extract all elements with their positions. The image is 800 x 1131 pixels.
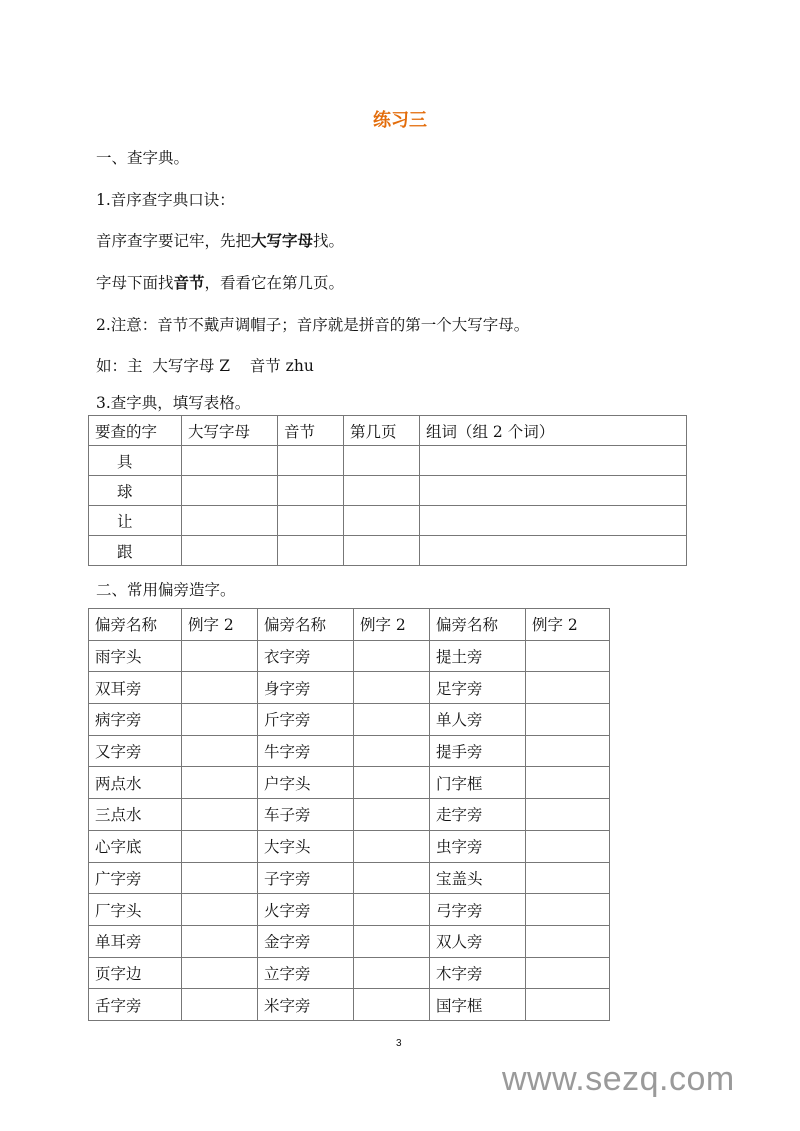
table-row [89, 735, 610, 767]
answer-cell[interactable] [278, 506, 344, 536]
radical-name: 斤字旁 [258, 704, 354, 736]
answer-cell[interactable] [182, 476, 278, 506]
rhyme2-pre: 字母下面找 [96, 274, 174, 292]
example-char-cell[interactable] [526, 704, 610, 736]
answer-cell[interactable] [278, 536, 344, 566]
radical-name: 厂字头 [89, 894, 182, 926]
example-char-cell[interactable] [354, 799, 430, 831]
example-char-cell[interactable] [354, 894, 430, 926]
example-char-cell[interactable] [182, 925, 258, 957]
example-char-cell[interactable] [182, 989, 258, 1021]
section1-heading: 一、查字典。 [96, 149, 190, 167]
header-cell: 第几页 [344, 416, 420, 446]
radical-table [88, 608, 610, 1021]
item3-text: 3.查字典，填写表格。 [96, 394, 251, 412]
example-char-cell[interactable] [182, 799, 258, 831]
example-char-cell[interactable] [354, 957, 430, 989]
header-cell: 偏旁名称 [430, 609, 526, 641]
answer-cell[interactable] [182, 506, 278, 536]
example-char-cell[interactable] [354, 862, 430, 894]
radical-name: 子字旁 [258, 862, 354, 894]
example-char-cell[interactable] [182, 640, 258, 672]
answer-cell[interactable] [182, 536, 278, 566]
answer-cell[interactable] [420, 506, 687, 536]
radical-name: 病字旁 [89, 704, 182, 736]
example-char-cell[interactable] [354, 830, 430, 862]
radical-name: 单耳旁 [89, 925, 182, 957]
example-char-cell[interactable] [182, 830, 258, 862]
dictionary-table [88, 415, 687, 566]
radical-name: 又字旁 [89, 735, 182, 767]
example-char-cell[interactable] [526, 672, 610, 704]
example-char-cell[interactable] [526, 989, 610, 1021]
example-char-cell[interactable] [182, 767, 258, 799]
radical-name: 衣字旁 [258, 640, 354, 672]
example-char-cell[interactable] [354, 640, 430, 672]
table-row [89, 536, 687, 566]
rhyme1-pre: 音序查字要记牢，先把 [96, 232, 252, 250]
header-cell: 偏旁名称 [258, 609, 354, 641]
table-row [89, 672, 610, 704]
header-cell: 组词（组 2 个词） [420, 416, 687, 446]
answer-cell[interactable] [344, 476, 420, 506]
example-char-cell[interactable] [354, 767, 430, 799]
answer-cell[interactable] [278, 476, 344, 506]
item1-text: 1.音序查字典口诀： [96, 191, 235, 209]
radical-name: 提手旁 [430, 735, 526, 767]
example-char-cell[interactable] [354, 989, 430, 1021]
radical-name: 足字旁 [430, 672, 526, 704]
example-char-cell[interactable] [182, 957, 258, 989]
radical-name: 米字旁 [258, 989, 354, 1021]
radical-name: 走字旁 [430, 799, 526, 831]
radical-name: 车子旁 [258, 799, 354, 831]
rhyme2-post: ，看看它在第几页。 [204, 274, 345, 292]
radical-name: 户字头 [258, 767, 354, 799]
example-char-cell[interactable] [526, 830, 610, 862]
answer-cell[interactable] [278, 446, 344, 476]
example-char-cell[interactable] [354, 735, 430, 767]
answer-cell[interactable] [420, 536, 687, 566]
radical-name: 大字头 [258, 830, 354, 862]
example-char-cell[interactable] [526, 767, 610, 799]
header-cell: 音节 [278, 416, 344, 446]
section2-heading: 二、常用偏旁造字。 [96, 581, 236, 599]
radical-name: 雨字头 [89, 640, 182, 672]
lookup-char: 让 [89, 506, 182, 536]
radical-name: 国字框 [430, 989, 526, 1021]
table-header-row [89, 609, 610, 641]
example-char-cell[interactable] [182, 862, 258, 894]
answer-cell[interactable] [344, 506, 420, 536]
radical-name: 两点水 [89, 767, 182, 799]
example-char-cell[interactable] [354, 925, 430, 957]
table-row [89, 925, 610, 957]
radical-name: 木字旁 [430, 957, 526, 989]
example-char-cell[interactable] [526, 735, 610, 767]
table-row [89, 799, 610, 831]
rhyme-line-1 [96, 229, 344, 251]
radical-name: 宝盖头 [430, 862, 526, 894]
example-char-cell[interactable] [526, 894, 610, 926]
rhyme2-bold: 音节 [173, 274, 205, 292]
table-row [89, 989, 610, 1021]
rhyme1-bold: 大写字母 [251, 232, 314, 250]
header-cell: 例字 2 [182, 609, 258, 641]
table-row [89, 862, 610, 894]
radical-name: 页字边 [89, 957, 182, 989]
example-char-cell[interactable] [182, 704, 258, 736]
example-char-cell[interactable] [526, 640, 610, 672]
header-cell: 例字 2 [526, 609, 610, 641]
example-char-cell[interactable] [182, 735, 258, 767]
table-row [89, 640, 610, 672]
radical-name: 双耳旁 [89, 672, 182, 704]
answer-cell[interactable] [420, 446, 687, 476]
table-row [89, 830, 610, 862]
header-cell: 偏旁名称 [89, 609, 182, 641]
radical-name: 立字旁 [258, 957, 354, 989]
radical-name: 门字框 [430, 767, 526, 799]
answer-cell[interactable] [420, 476, 687, 506]
example-char-cell[interactable] [526, 925, 610, 957]
example-char-cell[interactable] [526, 799, 610, 831]
table-row [89, 957, 610, 989]
answer-cell[interactable] [344, 536, 420, 566]
radical-name: 舌字旁 [89, 989, 182, 1021]
header-cell: 大写字母 [182, 416, 278, 446]
header-cell: 要查的字 [89, 416, 182, 446]
item2-text: 2.注意：音节不戴声调帽子；音序就是拼音的第一个大写字母。 [96, 316, 530, 334]
table-row [89, 767, 610, 799]
example-char-cell[interactable] [526, 957, 610, 989]
radical-name: 广字旁 [89, 862, 182, 894]
radical-name: 身字旁 [258, 672, 354, 704]
table-row [89, 506, 687, 536]
lookup-char: 球 [89, 476, 182, 506]
example-char-cell[interactable] [354, 704, 430, 736]
example-char-cell[interactable] [526, 862, 610, 894]
example-char-cell[interactable] [182, 894, 258, 926]
table-header-row [89, 416, 687, 446]
table-row [89, 894, 610, 926]
lookup-char: 具 [89, 446, 182, 476]
radical-name: 三点水 [89, 799, 182, 831]
radical-name: 弓字旁 [430, 894, 526, 926]
radical-name: 金字旁 [258, 925, 354, 957]
page-title: 练习三 [373, 110, 427, 131]
header-cell: 例字 2 [354, 609, 430, 641]
lookup-char: 跟 [89, 536, 182, 566]
table-row [89, 446, 687, 476]
radical-name: 心字底 [89, 830, 182, 862]
rhyme-line-2 [96, 271, 344, 293]
radical-name: 双人旁 [430, 925, 526, 957]
table-row [89, 476, 687, 506]
example-char-cell[interactable] [354, 672, 430, 704]
example-char-cell[interactable] [182, 672, 258, 704]
page-number: 3 [396, 1038, 402, 1049]
radical-name: 火字旁 [258, 894, 354, 926]
radical-name: 提土旁 [430, 640, 526, 672]
answer-cell[interactable] [344, 446, 420, 476]
radical-name: 虫字旁 [430, 830, 526, 862]
answer-cell[interactable] [182, 446, 278, 476]
radical-name: 单人旁 [430, 704, 526, 736]
radical-name: 牛字旁 [258, 735, 354, 767]
rhyme1-post: 找。 [313, 232, 345, 250]
table-row [89, 704, 610, 736]
watermark: www.sezq.com [502, 1060, 735, 1098]
example-text: 如：主 大写字母 Z 音节 zhu [96, 357, 314, 375]
